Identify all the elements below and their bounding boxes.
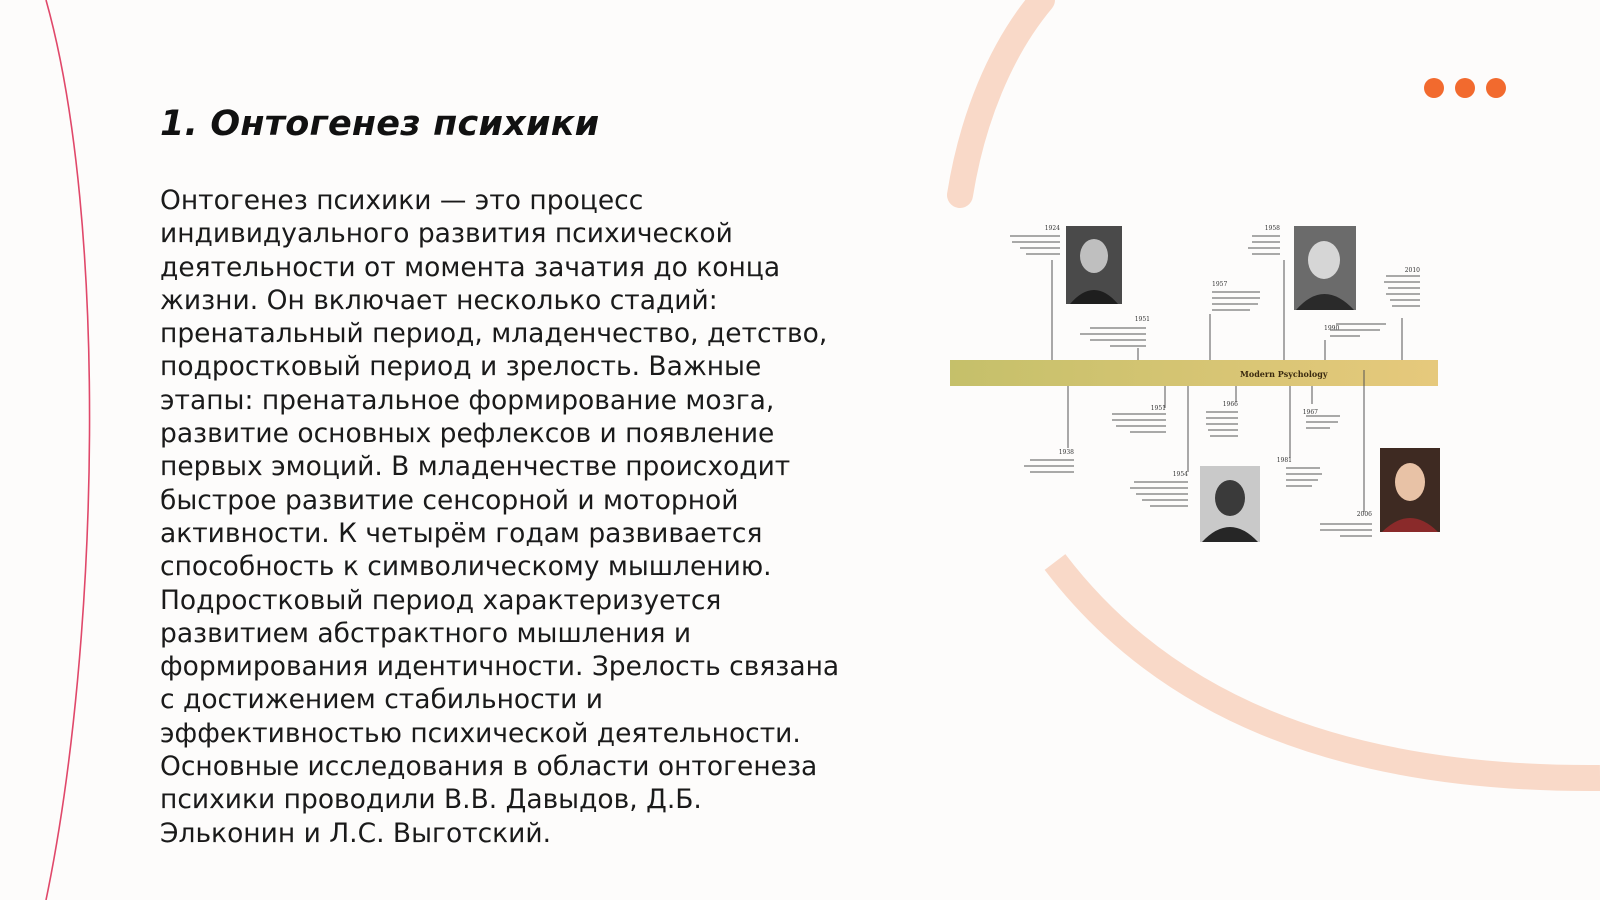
year-label: 1938 — [1058, 449, 1074, 456]
year-label: 1966 — [1222, 401, 1238, 408]
menu-dots — [1424, 78, 1506, 98]
year-label: 1981 — [1276, 457, 1292, 464]
dot-icon — [1424, 78, 1444, 98]
year-label: 1924 — [1044, 225, 1060, 232]
timeline-band — [950, 360, 1438, 386]
dot-icon — [1486, 78, 1506, 98]
portrait-1958-photo — [1294, 226, 1356, 310]
year-label: 1990 — [1324, 325, 1340, 332]
year-label: 1967 — [1302, 409, 1318, 416]
upper-arc — [960, 0, 1042, 195]
psychology-timeline-image — [940, 220, 1440, 560]
portrait-1924-photo — [1066, 226, 1122, 304]
year-label: 1957 — [1212, 281, 1228, 288]
lower-arc — [1055, 562, 1600, 778]
year-label: 2010 — [1404, 267, 1420, 274]
year-label: 1958 — [1264, 225, 1280, 232]
timeline-band-label: Modern Psychology — [1240, 369, 1328, 379]
year-label: 1951 — [1134, 316, 1150, 323]
slide-body-text: Онтогенез психики — это процесс индивидуального развития психической деятельности от момента зачатия до конца жизни. Он включает несколько стадий: пренатальный период, младенчество, детство, подростковый период и зрелость. Важные этапы: пренатальное формирование мозга, развитие основных рефлексов и появление первых эмоций. В младенчестве происходит быстрое развитие сенсорной и моторной активности. К четырём годам развивается способность к символическому мышлению. Подростковый период характеризуется развитием абстрактного мышления и формирования идентичности. Зрелость связана с достижением стабильности и эффективностью психической деятельности. Основные исследования в области онтогенеза психики проводили В.В. Давыдов, Д.Б. Эльконин и Л.С. Выготский. — [160, 185, 840, 849]
year-label: 1954 — [1172, 471, 1188, 478]
year-label: 1951 — [1150, 405, 1166, 412]
portrait-1954-photo — [1200, 466, 1260, 542]
year-label: 2006 — [1356, 511, 1372, 518]
slide-title: 1. Онтогенез психики — [160, 104, 600, 144]
left-curve-line — [46, 0, 90, 900]
portrait-2006-photo — [1380, 448, 1440, 532]
dot-icon — [1455, 78, 1475, 98]
